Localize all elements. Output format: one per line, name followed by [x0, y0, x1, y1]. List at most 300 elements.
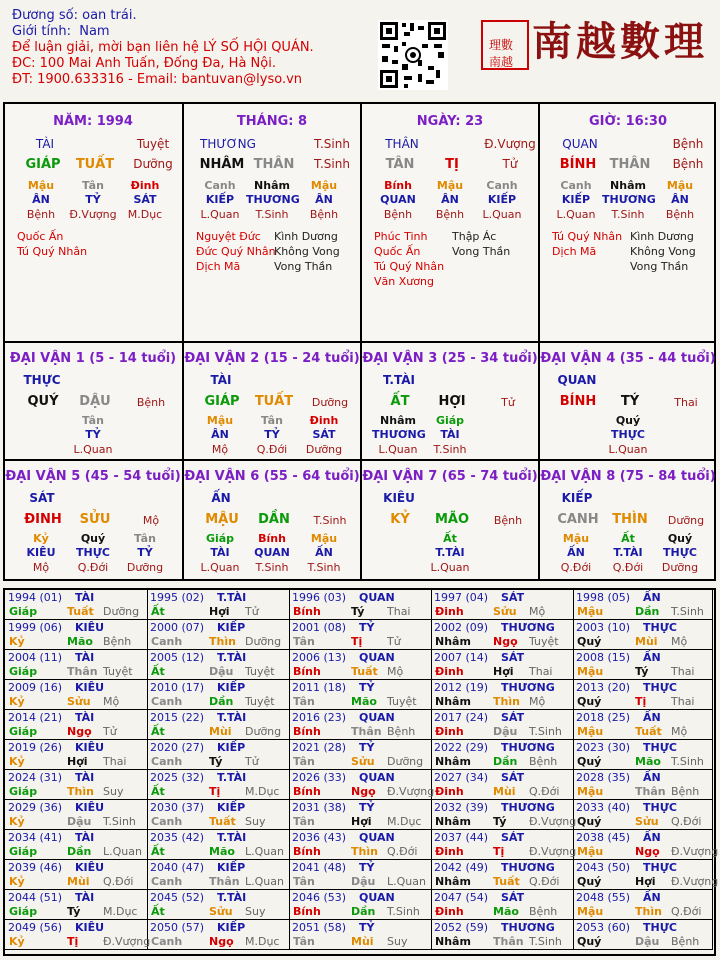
- hidden-stem: Giáp: [435, 414, 465, 427]
- year-cell: [573, 710, 713, 740]
- year-star: KIẾP: [217, 921, 246, 934]
- hidden-stem: Mậu: [310, 532, 338, 545]
- year-label: 2048 (55): [576, 891, 631, 904]
- star-right: Vong Thần: [630, 260, 689, 273]
- seal-text: 理數 南越: [489, 38, 514, 69]
- pillar-2: [184, 104, 360, 340]
- hidden-stem: Bính: [384, 179, 412, 192]
- year-star: TỶ: [359, 861, 375, 874]
- ten-god: KIẾP: [561, 193, 591, 206]
- year-star: THỰC: [643, 861, 677, 874]
- year-cell: [573, 740, 713, 770]
- gender-label: Giới tính:: [12, 24, 71, 39]
- dai-van-title: ĐẠI VẬN 2 (15 - 24 tuổi): [184, 351, 360, 366]
- year-star: ẤN: [643, 591, 661, 604]
- life-stage: L.Quan: [200, 561, 240, 574]
- year-stem: Đinh: [435, 845, 464, 858]
- year-stem: Ất: [151, 845, 165, 858]
- year-stem: Quý: [577, 755, 602, 768]
- year-stem: Mậu: [577, 905, 604, 918]
- year-label: 2036 (43): [292, 831, 347, 844]
- year-branch: Ngọ: [635, 845, 660, 858]
- year-label: 2028 (35): [576, 771, 631, 784]
- year-label: 2008 (15): [576, 651, 631, 664]
- life-stage: T.Sinh: [433, 443, 467, 456]
- pillar-can: GIÁP: [25, 157, 61, 172]
- ten-god: T.TÀI: [435, 546, 465, 559]
- life-stage: Mộ: [32, 561, 50, 574]
- year-branch: Tý: [67, 905, 81, 918]
- year-star: SÁT: [501, 831, 525, 844]
- year-label: 2033 (40): [576, 801, 631, 814]
- year-star: QUAN: [359, 591, 395, 604]
- life-stage: Q.Đới: [560, 561, 592, 574]
- year-cell: [573, 800, 713, 830]
- gender-value: Nam: [79, 24, 110, 39]
- year-branch: Dần: [635, 605, 660, 618]
- year-stage: T.Sinh: [671, 755, 704, 768]
- hidden-stem: Quý: [667, 532, 693, 545]
- year-stem: Bính: [293, 605, 321, 618]
- year-stage: Bệnh: [387, 725, 416, 738]
- life-stage: Bệnh: [26, 208, 56, 221]
- ten-god: THỰC: [611, 428, 645, 441]
- hidden-stem: Nhâm: [610, 179, 646, 192]
- year-stage: Bệnh: [671, 935, 700, 948]
- life-stage: Bệnh: [309, 208, 339, 221]
- year-cell: [147, 920, 290, 950]
- ten-god: TÀI: [210, 546, 230, 559]
- year-label: 2042 (49): [434, 861, 489, 874]
- hidden-stem: Nhâm: [254, 179, 290, 192]
- year-stage: Suy: [245, 905, 266, 918]
- year-star: THƯƠNG: [501, 801, 555, 814]
- dai-van-star: ẤN: [211, 491, 231, 505]
- year-cell: [147, 830, 290, 860]
- year-stage: Đ.Vượng: [529, 845, 577, 858]
- year-stem: Kỷ: [9, 815, 25, 828]
- pillar-can: TÂN: [385, 157, 415, 172]
- year-cell: [431, 620, 574, 650]
- year-stage: Dưỡng: [245, 725, 282, 738]
- year-branch: Tị: [493, 845, 505, 858]
- owner-name: Đương số: oan trái.: [12, 8, 137, 23]
- year-stage: L.Quan: [103, 845, 142, 858]
- star-left: Đức Quý Nhân: [196, 245, 276, 258]
- year-cell: [5, 770, 148, 800]
- year-stem: Canh: [151, 815, 183, 828]
- year-label: 2000 (07): [150, 621, 205, 634]
- year-branch: Dần: [493, 755, 518, 768]
- year-label: 2002 (09): [434, 621, 489, 634]
- ten-god: ÂN: [315, 193, 333, 206]
- star-left: Dịch Mã: [552, 245, 597, 258]
- year-cell: [147, 770, 290, 800]
- year-branch: Dậu: [67, 815, 92, 828]
- year-branch: Sửu: [635, 815, 659, 828]
- year-stage: Tuyệt: [245, 695, 275, 708]
- life-stage: Q.Đới: [612, 561, 644, 574]
- year-branch: Thìn: [351, 845, 378, 858]
- year-stem: Quý: [577, 875, 602, 888]
- hidden-stem: Kỷ: [33, 532, 49, 545]
- hidden-stem: Tân: [82, 179, 104, 192]
- year-cell: [289, 590, 432, 620]
- year-branch: Dậu: [209, 665, 234, 678]
- year-stem: Ất: [151, 725, 165, 738]
- dai-van-title: ĐẠI VẬN 1 (5 - 14 tuổi): [9, 351, 177, 366]
- year-cell: [5, 830, 148, 860]
- star-right: Thập Ác: [452, 230, 497, 243]
- year-cell: [431, 890, 574, 920]
- year-branch: Tị: [351, 635, 363, 648]
- year-label: 2013 (20): [576, 681, 631, 694]
- year-stage: Suy: [245, 815, 266, 828]
- year-cell: [5, 920, 151, 950]
- year-stem: Mậu: [577, 605, 604, 618]
- dai-van-extra: Thai: [674, 396, 698, 409]
- dai-van-can: ẤT: [390, 394, 410, 409]
- dai-van-extra: Mộ: [142, 514, 160, 527]
- year-branch: Ngọ: [351, 785, 376, 798]
- year-label: 1995 (02): [150, 591, 205, 604]
- year-label: 2007 (14): [434, 651, 489, 664]
- year-stem: Kỷ: [9, 635, 25, 648]
- year-branch: Mùi: [67, 875, 90, 888]
- year-label: 1997 (04): [434, 591, 489, 604]
- year-branch: Thân: [67, 665, 98, 678]
- pillar-extra: Bệnh: [672, 157, 704, 171]
- year-star: TÀI: [75, 771, 95, 784]
- ten-god: ẤN: [567, 546, 585, 559]
- year-cell: [573, 620, 713, 650]
- year-label: 2014 (21): [8, 711, 63, 724]
- star-right: Kình Dương: [274, 230, 338, 243]
- year-stage: M.Dục: [103, 905, 138, 918]
- year-stem: Tân: [293, 755, 315, 768]
- year-cell: [289, 830, 432, 860]
- year-star: TỶ: [359, 801, 375, 814]
- dai-van-title: ĐẠI VẬN 3 (25 - 34 tuổi): [362, 351, 538, 366]
- year-cell: [147, 800, 290, 830]
- brand-logo: 南越數理: [532, 18, 708, 65]
- star-right: Vong Thần: [452, 245, 511, 258]
- year-label: 2031 (38): [292, 801, 347, 814]
- year-cell: [431, 680, 574, 710]
- year-label: 2043 (50): [576, 861, 631, 874]
- ten-god: THƯƠNG: [246, 193, 300, 206]
- year-branch: Mùi: [351, 935, 374, 948]
- dai-van-1: [5, 343, 181, 459]
- year-stem: Ất: [151, 605, 165, 618]
- ten-god: TỶ: [85, 428, 101, 441]
- year-branch: Thân: [635, 785, 666, 798]
- year-stage: Đ.Vượng: [103, 935, 151, 948]
- year-star: TÀI: [75, 831, 95, 844]
- star-left: Tú Quý Nhân: [552, 230, 623, 243]
- year-label: 2019 (26): [8, 741, 63, 754]
- life-stage: L.Quan: [73, 443, 113, 456]
- year-stage: L.Quan: [245, 845, 284, 858]
- pillar-3: [362, 104, 538, 340]
- year-star: T.TÀI: [217, 831, 247, 844]
- ten-god: KIÊU: [26, 546, 56, 559]
- year-stage: L.Quan: [387, 875, 426, 888]
- year-stage: Thai: [103, 755, 127, 768]
- address-line: ĐC: 100 Mai Anh Tuấn, Đống Đa, Hà Nội.: [12, 56, 276, 71]
- year-stage: Suy: [103, 785, 124, 798]
- year-cell: [431, 800, 577, 830]
- year-label: 2001 (08): [292, 621, 347, 634]
- year-stem: Đinh: [435, 665, 464, 678]
- year-stage: Thai: [671, 695, 695, 708]
- year-branch: Thân: [209, 875, 240, 888]
- year-cell: [147, 740, 290, 770]
- star-right: Kình Dương: [630, 230, 694, 243]
- year-star: THƯƠNG: [501, 921, 555, 934]
- year-stem: Đinh: [435, 725, 464, 738]
- pillar-extra: T.Sinh: [314, 157, 350, 171]
- year-star: ẤN: [643, 891, 661, 904]
- year-branch: Mùi: [635, 635, 658, 648]
- ten-god: TỶ: [264, 428, 280, 441]
- year-cell: [289, 650, 432, 680]
- year-label: 2011 (18): [292, 681, 347, 694]
- year-stage: Mộ: [671, 635, 688, 648]
- year-label: 2044 (51): [8, 891, 63, 904]
- year-branch: Mão: [635, 755, 661, 768]
- year-stage: T.Sinh: [671, 605, 704, 618]
- year-label: 2049 (56): [8, 921, 63, 934]
- year-label: 1999 (06): [8, 621, 63, 634]
- year-branch: Thân: [351, 725, 382, 738]
- year-label: 2052 (59): [434, 921, 489, 934]
- year-branch: Ngọ: [493, 635, 518, 648]
- year-stem: Quý: [577, 635, 602, 648]
- year-label: 2024 (31): [8, 771, 63, 784]
- dai-van-can: QUÝ: [27, 394, 59, 409]
- year-stem: Quý: [577, 935, 602, 948]
- ten-god: TỶ: [137, 546, 153, 559]
- year-label: 2047 (54): [434, 891, 489, 904]
- dai-van-star: THỰC: [23, 373, 61, 387]
- hidden-stem: Quý: [80, 532, 106, 545]
- year-stem: Mậu: [577, 845, 604, 858]
- year-stem: Bính: [293, 725, 321, 738]
- dai-van-2: [184, 343, 360, 459]
- year-label: 2004 (11): [8, 651, 63, 664]
- life-stage: Bệnh: [435, 208, 465, 221]
- year-cell: [431, 920, 574, 950]
- year-label: 2053 (60): [576, 921, 631, 934]
- dai-van-title: ĐẠI VẬN 6 (55 - 64 tuổi): [184, 469, 360, 484]
- year-stem: Tân: [293, 815, 315, 828]
- hidden-stem: Mậu: [562, 532, 590, 545]
- dai-van-extra: Dưỡng: [311, 396, 349, 409]
- dai-van-can: GIÁP: [204, 394, 240, 409]
- year-stem: Ất: [151, 785, 165, 798]
- year-branch: Dậu: [351, 875, 376, 888]
- dai-van-chi: MÃO: [434, 512, 470, 527]
- year-stem: Nhâm: [435, 635, 471, 648]
- ten-god: THỰC: [76, 546, 110, 559]
- year-stage: Đ.Vượng: [671, 845, 719, 858]
- year-label: 2005 (12): [150, 651, 205, 664]
- year-star: THỰC: [643, 801, 677, 814]
- year-stage: Dưỡng: [245, 635, 282, 648]
- year-stage: Tuyệt: [529, 635, 559, 648]
- year-star: TỶ: [359, 741, 375, 754]
- year-star: KIẾP: [217, 621, 246, 634]
- year-branch: Tị: [209, 785, 221, 798]
- year-stage: T.Sinh: [529, 935, 562, 948]
- year-stage: Thai: [387, 605, 411, 618]
- star-right: Không Vong: [630, 245, 696, 258]
- year-branch: Ngọ: [67, 725, 92, 738]
- year-stem: Kỷ: [9, 695, 25, 708]
- year-star: TỶ: [359, 921, 375, 934]
- dai-van-extra: T.Sinh: [313, 514, 347, 527]
- year-star: THỰC: [643, 741, 677, 754]
- year-cell: [431, 650, 574, 680]
- ten-god: QUAN: [254, 546, 290, 559]
- hidden-stem: Mậu: [206, 414, 234, 427]
- year-cell: [289, 680, 432, 710]
- dai-van-can: KỶ: [390, 512, 410, 527]
- year-star: THỰC: [643, 681, 677, 694]
- year-label: 2051 (58): [292, 921, 347, 934]
- main-chart-grid: [3, 102, 716, 581]
- pillar-star: THƯƠNG: [200, 137, 256, 151]
- year-branch: Mão: [493, 905, 519, 918]
- year-stem: Kỷ: [9, 875, 25, 888]
- year-star: SÁT: [501, 591, 525, 604]
- year-stage: Q.Đới: [671, 815, 702, 828]
- year-stem: Đinh: [435, 905, 464, 918]
- year-star: T.TÀI: [217, 651, 247, 664]
- year-stage: T.Sinh: [387, 905, 420, 918]
- pillar-can: BÍNH: [559, 157, 597, 172]
- pillar-can: NHÂM: [199, 157, 245, 172]
- year-stem: Tân: [293, 695, 315, 708]
- year-stem: Nhâm: [435, 815, 471, 828]
- year-stem: Quý: [577, 695, 602, 708]
- hidden-stem: Mậu: [27, 179, 55, 192]
- life-stage: T.Sinh: [611, 208, 645, 221]
- year-stem: Canh: [151, 635, 183, 648]
- year-branch: Tuất: [209, 815, 236, 828]
- ten-god: ÂN: [32, 193, 50, 206]
- pillar-state: T.Sinh: [314, 137, 350, 151]
- year-stage: Thai: [529, 665, 553, 678]
- dai-van-chi: DẬU: [79, 394, 111, 409]
- year-stage: Mộ: [103, 695, 120, 708]
- pillar-star: THÂN: [385, 137, 419, 151]
- year-star: T.TÀI: [217, 591, 247, 604]
- year-cell: [289, 800, 432, 830]
- year-label: 2009 (16): [8, 681, 63, 694]
- star-left: Tú Quý Nhân: [374, 260, 445, 273]
- pillar-title: NGÀY: 23: [416, 114, 484, 129]
- life-stage: T.Sinh: [307, 561, 341, 574]
- dai-van-chi: HỢI: [438, 394, 466, 409]
- pillar-chi: THÂN: [609, 157, 651, 172]
- year-stem: Mậu: [577, 725, 604, 738]
- year-label: 2041 (48): [292, 861, 347, 874]
- year-branch: Ngọ: [209, 935, 234, 948]
- life-stage: Q.Đới: [77, 561, 109, 574]
- hidden-stem: Canh: [204, 179, 236, 192]
- year-cell: [573, 860, 719, 890]
- life-stage: Mộ: [211, 443, 229, 456]
- year-stem: Giáp: [9, 845, 38, 858]
- year-stem: Tân: [293, 935, 315, 948]
- year-branch: Tý: [635, 665, 649, 678]
- pillar-state: Bệnh: [672, 137, 704, 151]
- year-stem: Nhâm: [435, 695, 471, 708]
- year-branch: Hợi: [351, 815, 372, 828]
- dai-van-title: ĐẠI VẬN 4 (35 - 44 tuổi): [540, 351, 716, 366]
- life-stage: L.Quan: [608, 443, 648, 456]
- year-stage: Q.Đới: [387, 845, 418, 858]
- life-stage: Đ.Vượng: [69, 208, 117, 221]
- year-stem: Canh: [151, 935, 183, 948]
- year-star: QUAN: [359, 771, 395, 784]
- year-star: ẤN: [643, 651, 661, 664]
- year-star: T.TÀI: [217, 711, 247, 724]
- dai-van-4: [540, 343, 716, 459]
- year-star: QUAN: [359, 651, 395, 664]
- year-stage: Suy: [387, 935, 408, 948]
- hidden-stem: Giáp: [205, 532, 235, 545]
- pillar-state: Tuyệt: [136, 137, 170, 151]
- ten-god: SÁT: [133, 193, 157, 206]
- year-cell: [147, 590, 290, 620]
- year-stem: Nhâm: [435, 755, 471, 768]
- annual-fortune-table: [3, 588, 719, 956]
- year-branch: Tuất: [351, 665, 378, 678]
- year-branch: Thìn: [209, 635, 236, 648]
- ten-god: ÂN: [441, 193, 459, 206]
- year-stage: Đ.Vượng: [671, 875, 719, 888]
- year-stage: Thai: [671, 665, 695, 678]
- year-stem: Ất: [151, 905, 165, 918]
- qr-code-icon: [378, 20, 448, 90]
- year-label: 2020 (27): [150, 741, 205, 754]
- dai-van-title: ĐẠI VẬN 5 (45 - 54 tuổi): [5, 469, 181, 484]
- hidden-stem: Tân: [134, 532, 156, 545]
- ten-god: ẤN: [315, 546, 333, 559]
- year-star: KIÊU: [75, 621, 105, 634]
- year-cell: [289, 920, 432, 950]
- dai-van-8: [540, 461, 716, 577]
- year-star: KIẾP: [217, 801, 246, 814]
- pillar-1: [5, 104, 181, 340]
- life-stage: L.Quan: [430, 561, 470, 574]
- year-star: TÀI: [75, 711, 95, 724]
- year-stage: Mộ: [529, 605, 546, 618]
- year-stage: Mộ: [671, 725, 688, 738]
- year-branch: Thân: [493, 935, 524, 948]
- pillar-chi: TUẤT: [75, 157, 115, 172]
- contact-line: Để luận giải, mời bạn liên hệ LÝ SỐ HỘI QUÁN.: [12, 40, 314, 55]
- year-cell: [431, 710, 574, 740]
- life-stage: Dưỡng: [126, 561, 164, 574]
- year-branch: Mùi: [209, 725, 232, 738]
- year-stage: L.Quan: [245, 875, 284, 888]
- dai-van-extra: Bệnh: [493, 514, 523, 527]
- year-cell: [431, 860, 574, 890]
